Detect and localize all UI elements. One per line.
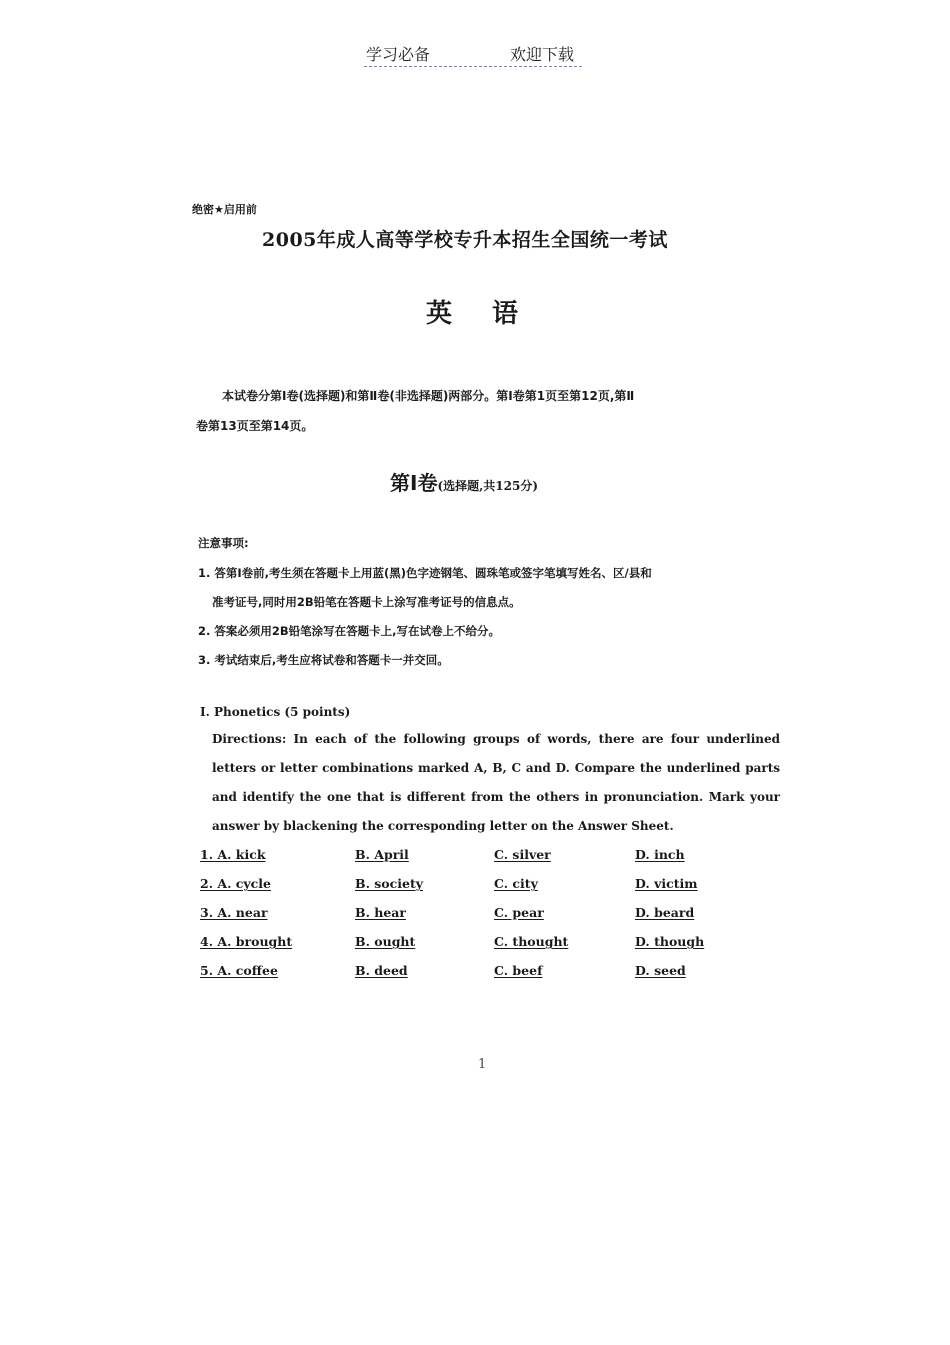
option-b: B. deed [355, 963, 408, 978]
option-d: D. victim [635, 876, 698, 891]
option-d: D. though [635, 934, 705, 949]
option-a: 1. A. kick [200, 847, 266, 862]
header-right-text: 欢迎下载 [510, 45, 575, 64]
question-row [200, 870, 790, 899]
option-c: C. thought [494, 934, 569, 949]
option-b: B. hear [355, 905, 406, 920]
exam-notes [198, 535, 783, 675]
option-d: D. inch [635, 847, 685, 862]
note-item-1: 1. 答第Ⅰ卷前,考生须在答题卡上用蓝(黑)色字迹钢笔、圆珠笔或签字笔填写姓名、区/县和 [198, 566, 652, 580]
notes-heading: 注意事项: [198, 536, 249, 550]
option-c: C. pear [494, 905, 544, 920]
section-title: I. Phonetics (5 points) [200, 705, 351, 719]
volume-label: 第Ⅰ卷 [390, 471, 438, 495]
option-b: B. ought [355, 934, 416, 949]
volume-note: (选择题,共125分) [437, 479, 539, 493]
directions-text: Directions: In each of the following groups of words, there are four underlined letters or letter combinations marked A, B, C and D. Compare the underlined parts and identify the one that is different from the others in pronunciation. Mark your answer by blackening the corresponding letter on the Answer Sheet. [212, 732, 780, 833]
option-b: B. April [355, 847, 409, 862]
confidential-mark: 绝密★启用前 [192, 203, 257, 216]
scanned-exam-page [190, 195, 790, 1075]
exam-intro [196, 381, 776, 441]
exam-title: 2005年成人高等学校专升本招生全国统一考试 [262, 229, 668, 251]
option-d: D. seed [635, 963, 686, 978]
phonetics-section [200, 705, 790, 986]
option-a: 4. A. brought [200, 934, 293, 949]
header-left-text: 学习必备 [366, 45, 431, 64]
note-item-2: 2. 答案必须用2B铅笔涂写在答题卡上,写在试卷上不给分。 [198, 624, 501, 638]
question-row [200, 841, 790, 870]
note-item-1-cont: 准考证号,同时用2B铅笔在答题卡上涂写准考证号的信息点。 [212, 595, 521, 609]
option-d: D. beard [635, 905, 695, 920]
page-number: 1 [478, 1057, 487, 1072]
option-b: B. society [355, 876, 423, 891]
subject-title: 英语 [426, 299, 559, 329]
note-item-3: 3. 考试结束后,考生应将试卷和答题卡一并交回。 [198, 653, 449, 667]
option-a: 3. A. near [200, 905, 268, 920]
option-c: C. city [494, 876, 538, 891]
intro-line-1: 本试卷分第Ⅰ卷(选择题)和第Ⅱ卷(非选择题)两部分。第Ⅰ卷第1页至第12页,第Ⅱ [222, 389, 635, 403]
option-a: 2. A. cycle [200, 876, 271, 891]
option-a: 5. A. coffee [200, 963, 278, 978]
page-header [364, 38, 582, 67]
question-row [200, 928, 790, 957]
intro-line-2: 卷第13页至第14页。 [196, 419, 314, 433]
option-c: C. silver [494, 847, 551, 862]
option-c: C. beef [494, 963, 543, 978]
question-row [200, 899, 790, 928]
volume-heading [390, 467, 538, 496]
question-row [200, 957, 790, 986]
